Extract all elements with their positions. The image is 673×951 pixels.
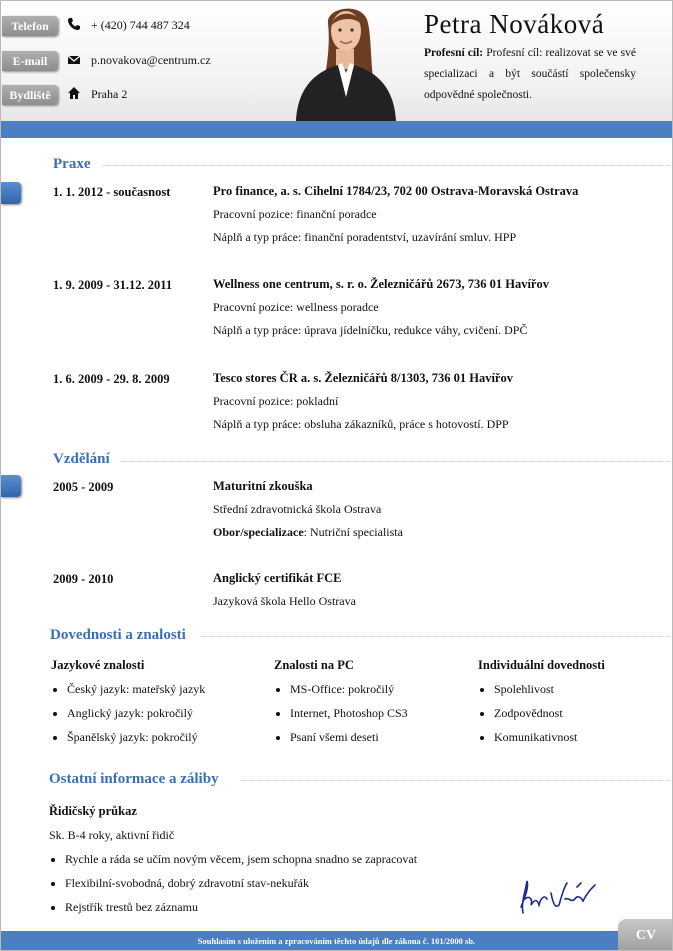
job-date-2: 1. 9. 2009 - 31.12. 2011 [53,278,173,292]
envelope-icon [67,53,81,67]
job-position: Pracovní pozice: finanční poradce [213,207,377,221]
section-title-vzdelani: Vzdělání [53,451,110,467]
goal-label: Profesní cíl: [424,47,484,59]
edu-field-value: : Nutriční specialista [303,525,403,539]
skill-item: • Internet, Photoshop CS3 [290,701,408,725]
job-duties: Náplň a typ práce: finanční poradentství, uzavírání smluv. HPP [213,230,517,244]
skills-column-pc [274,653,408,749]
section-tab-praxe [1,182,21,204]
skill-item: • Český jazyk: mateřský jazyk [67,677,205,701]
signature [511,869,611,919]
cv-label: CV [618,919,673,951]
job-company: Tesco stores ČR a. s. Železničářů 8/1303, 736 01 Havířov [213,371,513,385]
skills-heading: Jazykové znalosti [51,658,145,672]
edu-date-1: 2005 - 2009 [53,480,114,494]
header [1,1,672,121]
section-divider [103,165,670,166]
skills-heading: Znalosti na PC [274,658,354,672]
skill-item: • Spolehlivost [494,677,605,701]
other-item: • Flexibilní-svobodná, dobrý zdravotní stav-nekuřák [65,871,509,895]
job-date-3: 1. 6. 2009 - 29. 8. 2009 [53,372,170,386]
phone-icon [67,17,81,31]
edu-entry-1 [213,475,403,544]
job-entry-3 [213,367,513,436]
home-icon [67,86,81,100]
skill-item: • MS-Office: pokročilý [290,677,408,701]
edu-school: Střední zdravotnická škola Ostrava [213,502,382,516]
job-company: Wellness one centrum, s. r. o. Železničářů 2673, 736 01 Havířov [213,277,549,291]
section-tab-vzdelani [1,475,21,497]
edu-entry-2 [213,567,356,613]
other-item: • Rejstřík trestů bez záznamu [65,895,509,919]
header-divider-bar [1,121,672,138]
skills-heading: Individuální dovednosti [478,658,605,672]
job-duties: Náplň a typ práce: úprava jídelníčku, redukce váhy, cvičení. DPČ [213,323,528,337]
phone-tag: Telefon [2,16,58,36]
edu-title: Anglický certifikát FCE [213,571,342,585]
license-heading: Řidičský průkaz [49,804,137,818]
job-position: Pracovní pozice: pokladní [213,394,339,408]
section-title-praxe: Praxe [53,156,91,172]
edu-date-2: 2009 - 2010 [53,572,114,586]
job-duties: Náplň a typ práce: obsluha zákazníků, práce s hotovostí. DPP [213,417,509,431]
section-divider [201,636,670,637]
portrait-photo [286,1,406,121]
section-title-skills: Dovednosti a znalosti [50,627,186,643]
edu-school: Jazyková škola Hello Ostrava [213,594,356,608]
career-goal [424,43,636,106]
skill-item: • Komunikativnost [494,725,605,749]
city-tag: Bydliště [2,85,58,105]
edu-field-label: Obor/specializace [213,525,304,539]
job-entry-2 [213,273,549,342]
other-item: • Rychle a ráda se učím novým věcem, jsem schopna snadno se zapracovat [65,847,509,871]
consent-text: Souhlasím s uložením a zpracováním těchto údajů dle zákona č. 101/2000 sb. [197,936,476,946]
email-address[interactable]: p.novakova@centrum.cz [91,53,211,67]
job-date-1: 1. 1. 2012 - současnost [53,185,171,199]
section-divider [241,780,670,781]
skills-column-individual [478,653,605,749]
skill-item: • Španělský jazyk: pokročilý [67,725,205,749]
email-tag: E-mail [2,51,58,71]
edu-field [213,521,403,544]
skill-item: • Zodpovědnost [494,701,605,725]
license-text: Sk. B-4 roky, aktivní řidič [49,828,175,842]
skill-item: • Psaní všemi deseti [290,725,408,749]
other-info [49,799,509,919]
full-name: Petra Nováková [424,9,605,39]
edu-title: Maturitní zkouška [213,479,313,493]
job-position: Pracovní pozice: wellness poradce [213,300,379,314]
skills-column-languages [51,653,205,749]
phone-number: + (420) 744 487 324 [91,18,190,32]
skill-item: • Anglický jazyk: pokročilý [67,701,205,725]
goal-text: Profesní cíl: realizovat se ve své specializaci a být součástí společensky odpovědné společnosti. [424,47,636,101]
job-company: Pro finance, a. s. Cihelní 1784/23, 702 00 Ostrava-Moravská Ostrava [213,184,579,198]
city: Praha 2 [91,87,128,101]
section-divider [121,461,670,462]
job-entry-1 [213,180,578,249]
section-title-other: Ostatní informace a záliby [49,771,219,787]
